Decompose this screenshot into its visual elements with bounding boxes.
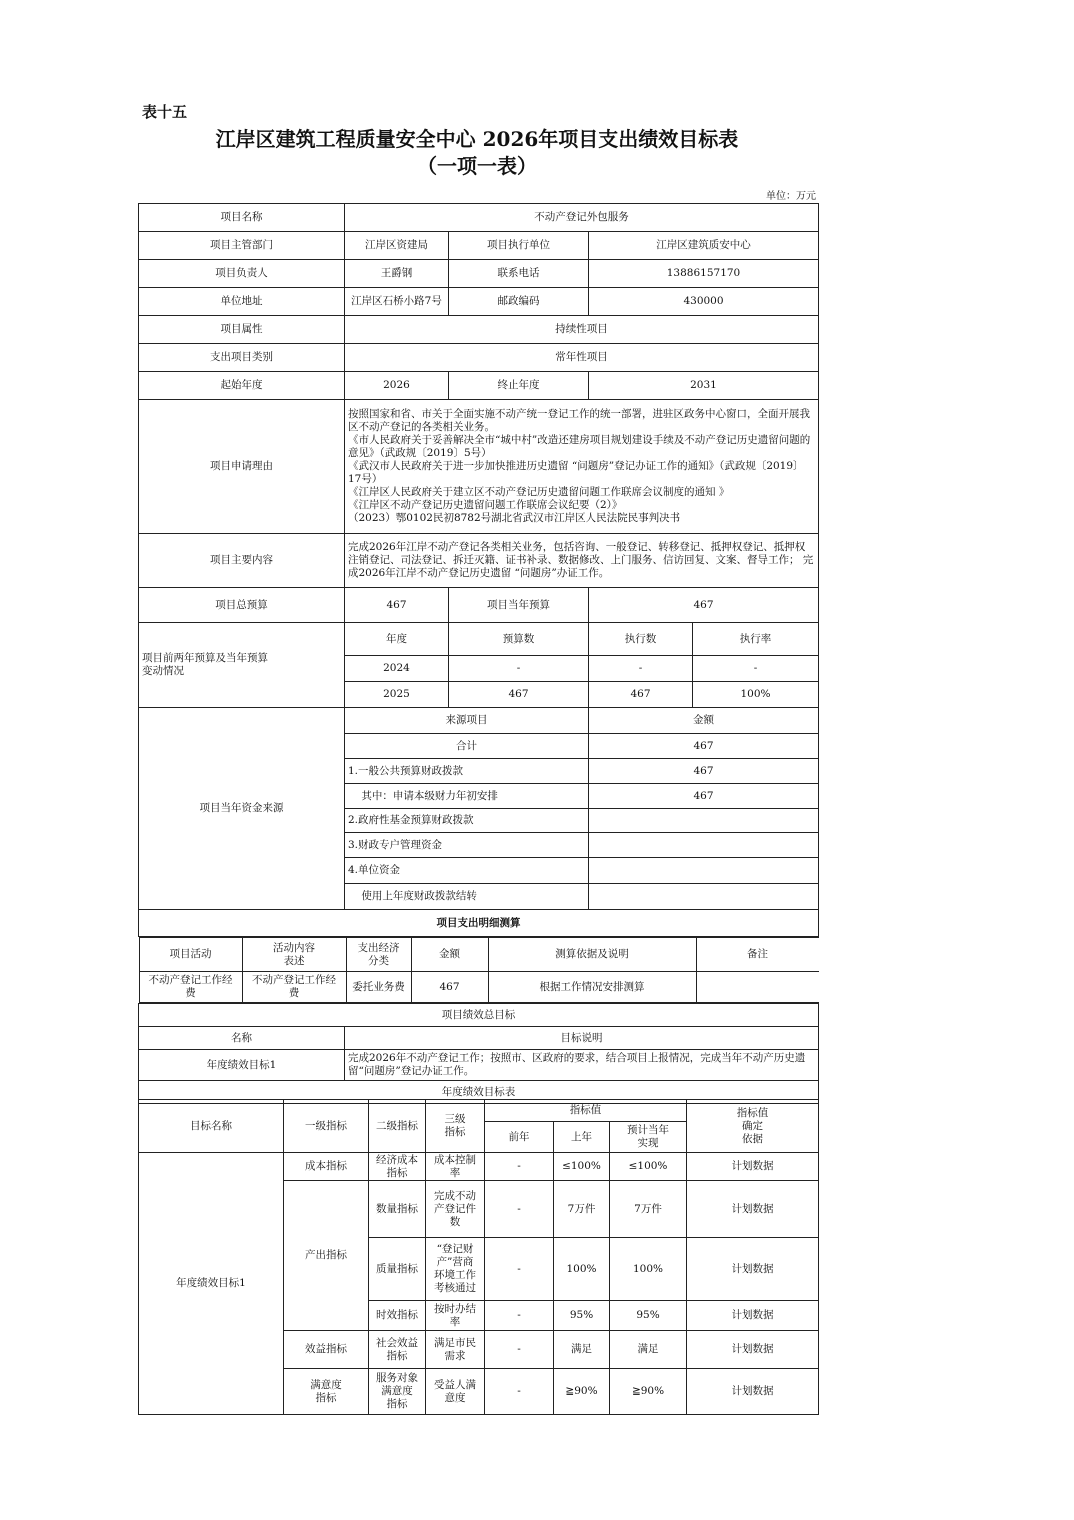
history-label-text: 项目前两年预算及当年预算变动情况 xyxy=(142,652,268,677)
detail-header: 金额 xyxy=(411,938,488,972)
label-phone: 联系电话 xyxy=(449,260,589,288)
ind-l3: 成本控制 率 xyxy=(426,1153,485,1181)
value-address: 江岸区石桥小路7号 xyxy=(345,288,449,316)
label-zip: 邮政编码 xyxy=(449,288,589,316)
ind-basis: 计划数据 xyxy=(687,1153,819,1181)
ind-l2: 时效指标 xyxy=(369,1301,426,1331)
value-total-budget: 467 xyxy=(345,588,449,623)
detail-cell xyxy=(696,972,819,1003)
ind-l1: 满意度 指标 xyxy=(284,1369,369,1415)
ind-basis: 计划数据 xyxy=(687,1181,819,1238)
page-title xyxy=(0,126,954,180)
ind-header-l1: 一级指标 xyxy=(284,1100,369,1153)
ind-prev1: ≤100% xyxy=(554,1153,610,1181)
history-header: 执行率 xyxy=(693,623,819,656)
ind-plan: 满足 xyxy=(610,1331,687,1369)
ind-l2: 社会效益 指标 xyxy=(369,1331,426,1369)
history-cell: 100% xyxy=(693,682,819,708)
value-end-year: 2031 xyxy=(589,372,819,400)
value-type: 常年性项目 xyxy=(345,344,819,372)
table-number: 表十五 xyxy=(142,103,188,121)
history-cell: 2024 xyxy=(345,656,449,682)
funding-source: 1.一般公共预算财政拨款 xyxy=(345,759,589,784)
value-zip: 430000 xyxy=(589,288,819,316)
value-leader: 王爵钢 xyxy=(345,260,449,288)
ind-prev2: - xyxy=(485,1331,554,1369)
ind-plan: 7万件 xyxy=(610,1181,687,1238)
label-exec: 项目执行单位 xyxy=(449,232,589,260)
detail-cell: 不动产登记工作经 费 xyxy=(242,972,346,1003)
goal-name: 年度绩效目标1 xyxy=(139,1050,345,1081)
label-reason: 项目申请理由 xyxy=(139,400,345,534)
unit-label: 单位：万元 xyxy=(766,191,816,202)
ind-header-plan: 预计当年 实现 xyxy=(610,1122,687,1153)
ind-header-value: 指标值 xyxy=(485,1100,687,1122)
ind-l3: 受益人满 意度 xyxy=(426,1369,485,1415)
ind-l3: 按时办结 率 xyxy=(426,1301,485,1331)
history-header: 预算数 xyxy=(449,623,589,656)
indicators-table xyxy=(138,1099,819,1415)
label-leader: 项目负责人 xyxy=(139,260,345,288)
ind-header-prev1: 上年 xyxy=(554,1122,610,1153)
detail-header: 备注 xyxy=(696,938,819,972)
title-line-1: 江岸区建筑工程质量安全中心 2026年项目支出绩效目标表 xyxy=(215,127,739,151)
title-line-2: （一项一表） xyxy=(417,154,537,178)
label-content: 项目主要内容 xyxy=(139,534,345,588)
ind-l2: 经济成本 指标 xyxy=(369,1153,426,1181)
ind-plan: 95% xyxy=(610,1301,687,1331)
history-header: 年度 xyxy=(345,623,449,656)
funding-amount xyxy=(589,833,819,858)
ind-basis: 计划数据 xyxy=(687,1369,819,1415)
funding-source: 合计 xyxy=(345,734,589,759)
funding-amount: 467 xyxy=(589,759,819,784)
ind-l3: 满足市民 需求 xyxy=(426,1331,485,1369)
ind-plan: ≧90% xyxy=(610,1369,687,1415)
ind-header-l3: 三级 指标 xyxy=(426,1100,485,1153)
label-type: 支出项目类别 xyxy=(139,344,345,372)
funding-amount xyxy=(589,809,819,833)
funding-source: 3.财政专户管理资金 xyxy=(345,833,589,858)
indicators-title: 年度绩效目标表 xyxy=(139,1081,819,1104)
history-cell: - xyxy=(693,656,819,682)
ind-header-prev2: 前年 xyxy=(485,1122,554,1153)
detail-cell: 467 xyxy=(411,972,488,1003)
ind-prev2: - xyxy=(485,1181,554,1238)
history-cell: - xyxy=(589,656,693,682)
detail-header: 项目活动 xyxy=(139,938,242,972)
funding-amount xyxy=(589,858,819,884)
history-cell: 2025 xyxy=(345,682,449,708)
funding-amount xyxy=(589,884,819,910)
ind-l3: “登记财 产”营商 环境工作 考核通过 xyxy=(426,1238,485,1301)
ind-prev2: - xyxy=(485,1369,554,1415)
value-attr: 持续性项目 xyxy=(345,316,819,344)
ind-l1: 效益指标 xyxy=(284,1331,369,1369)
ind-prev1: 7万件 xyxy=(554,1181,610,1238)
detail-wrapper xyxy=(139,937,819,1004)
label-attr: 项目属性 xyxy=(139,316,345,344)
detail-header: 支出经济 分类 xyxy=(346,938,411,972)
ind-prev1: ≧90% xyxy=(554,1369,610,1415)
funding-header-source: 来源项目 xyxy=(345,708,589,734)
ind-prev2: - xyxy=(485,1153,554,1181)
label-project-name: 项目名称 xyxy=(139,204,345,232)
ind-prev2: - xyxy=(485,1238,554,1301)
history-cell: 467 xyxy=(589,682,693,708)
value-year-budget: 467 xyxy=(589,588,819,623)
ind-plan: 100% xyxy=(610,1238,687,1301)
funding-source: 使用上年度财政拨款结转 xyxy=(345,884,589,910)
value-start-year: 2026 xyxy=(345,372,449,400)
detail-cell: 不动产登记工作经 费 xyxy=(139,972,242,1003)
label-address: 单位地址 xyxy=(139,288,345,316)
ind-prev1: 95% xyxy=(554,1301,610,1331)
ind-l2: 服务对象 满意度 指标 xyxy=(369,1369,426,1415)
funding-source: 4.单位资金 xyxy=(345,858,589,884)
ind-target-name: 年度绩效目标1 xyxy=(139,1153,284,1415)
ind-prev1: 100% xyxy=(554,1238,610,1301)
label-total-budget: 项目总预算 xyxy=(139,588,345,623)
ind-header-basis: 指标值 确定 依据 xyxy=(687,1100,819,1153)
ind-header-target: 目标名称 xyxy=(139,1100,284,1153)
goal-desc: 完成2026年不动产登记工作；按照市、区政府的要求，结合项目上报情况，完成当年不动产历史遗留“问题房”登记办证工作。 xyxy=(345,1050,819,1081)
detail-cell: 根据工作情况安排测算 xyxy=(488,972,696,1003)
value-exec: 江岸区建筑质安中心 xyxy=(589,232,819,260)
funding-source: 其中：申请本级财力年初安排 xyxy=(345,784,589,809)
history-cell: 467 xyxy=(449,682,589,708)
history-cell: - xyxy=(449,656,589,682)
ind-prev1: 满足 xyxy=(554,1331,610,1369)
value-phone: 13886157170 xyxy=(589,260,819,288)
funding-header-amount: 金额 xyxy=(589,708,819,734)
project-info-table xyxy=(138,203,819,1104)
detail-header: 活动内容 表述 xyxy=(242,938,346,972)
label-end-year: 终止年度 xyxy=(449,372,589,400)
funding-amount: 467 xyxy=(589,734,819,759)
detail-cell: 委托业务费 xyxy=(346,972,411,1003)
detail-title: 项目支出明细测算 xyxy=(139,910,819,937)
goal-title: 项目绩效总目标 xyxy=(139,1004,819,1027)
label-history xyxy=(139,623,345,708)
label-dept: 项目主管部门 xyxy=(139,232,345,260)
funding-amount: 467 xyxy=(589,784,819,809)
ind-l3: 完成不动 产登记件 数 xyxy=(426,1181,485,1238)
ind-prev2: - xyxy=(485,1301,554,1331)
goal-header-desc: 目标说明 xyxy=(345,1027,819,1050)
history-header: 执行数 xyxy=(589,623,693,656)
value-reason: 按照国家和省、市关于全面实施不动产统一登记工作的统一部署，进驻区政务中心窗口，全面开展我区不动产登记的各类相关业务。 《市人民政府关于妥善解决全市“城中村”改造还建房项目规划建设手续及不动产登记历史遗留问题的意见》（武政规〔2019〕5号） 《武汉市人民政府关于进一步加快推进历史遗留 “问题房”登记办证工作的通知》（武政规〔2019〕17号） 《江岸区人民政府关于建立区不动产登记历史遗留问题工作联席会议制度的通知 》 《江岸区不动产登记历史遗留问题工作联席会议纪要（2）》 （2023）鄂0102民初8782号湖北省武汉市江岸区人民法院民事判决书 xyxy=(345,400,819,534)
goal-header-name: 名称 xyxy=(139,1027,345,1050)
label-start-year: 起始年度 xyxy=(139,372,345,400)
ind-l2: 数量指标 xyxy=(369,1181,426,1238)
detail-table xyxy=(139,937,819,1003)
value-content: 完成2026年江岸不动产登记各类相关业务，包括咨询、一般登记、转移登记、抵押权登记、抵押权注销登记、司法登记、拆迁灭籍、证书补录、数据修改、上门服务、信访回复、文案、督导工作； 完成2026年江岸不动产登记历史遗留 “问题房”办证工作。 xyxy=(345,534,819,588)
ind-header-l2: 二级指标 xyxy=(369,1100,426,1153)
ind-l1: 成本指标 xyxy=(284,1153,369,1181)
detail-header: 测算依据及说明 xyxy=(488,938,696,972)
label-year-budget: 项目当年预算 xyxy=(449,588,589,623)
ind-basis: 计划数据 xyxy=(687,1331,819,1369)
ind-basis: 计划数据 xyxy=(687,1301,819,1331)
funding-source: 2.政府性基金预算财政拨款 xyxy=(345,809,589,833)
value-dept: 江岸区资建局 xyxy=(345,232,449,260)
ind-l1: 产出指标 xyxy=(284,1181,369,1331)
label-funding: 项目当年资金来源 xyxy=(139,708,345,910)
value-project-name: 不动产登记外包服务 xyxy=(345,204,819,232)
ind-plan: ≤100% xyxy=(610,1153,687,1181)
ind-basis: 计划数据 xyxy=(687,1238,819,1301)
ind-l2: 质量指标 xyxy=(369,1238,426,1301)
